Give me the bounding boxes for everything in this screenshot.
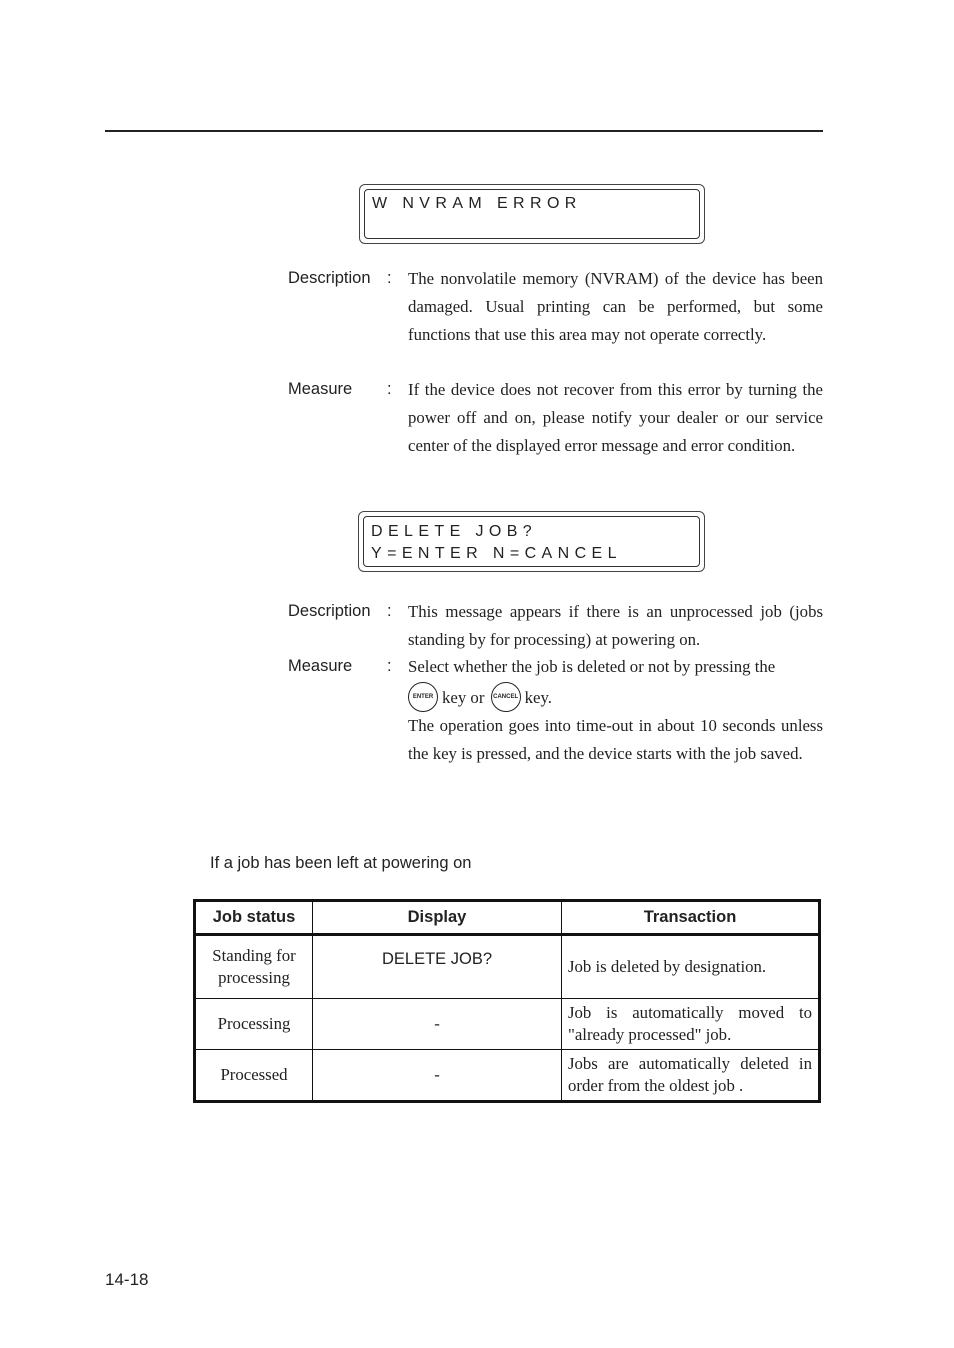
description-text: The nonvolatile memory (NVRAM) of the device has been damaged. Usual printing can be performed, but some functions that use this area may not operate correctly. — [408, 269, 823, 344]
job-status-cell: Processing — [195, 999, 313, 1050]
display-cell: DELETE JOB? — [313, 935, 562, 999]
lcd-line-2: Y=ENTER N=CANCEL — [371, 545, 622, 562]
measure-label: Measure — [288, 380, 353, 398]
job-status-cell: Standing for processing — [195, 935, 313, 999]
display-cell: - — [313, 1050, 562, 1102]
job-status-table — [193, 899, 821, 1103]
transaction-cell: Jobs are automatically deleted in order from the oldest job . — [562, 1050, 820, 1102]
enter-key-icon: ENTER — [408, 682, 438, 712]
key-or-text: key or — [442, 687, 485, 707]
display-cell: - — [313, 999, 562, 1050]
column-header-job-status: Job status — [195, 901, 313, 935]
measure-key-line — [408, 684, 823, 712]
description-colon: : — [387, 269, 392, 287]
lcd-display-nvram-error — [359, 184, 705, 244]
table-caption: If a job has been left at powering on — [210, 854, 472, 872]
measure-colon: : — [387, 657, 392, 675]
key-end-text: key. — [524, 687, 552, 707]
description-label: Description — [288, 269, 371, 287]
lcd-line-1: DELETE JOB? — [371, 523, 538, 540]
description-text: This message appears if there is an unprocessed job (jobs standing by for processing) at powering on. — [408, 602, 823, 649]
description-colon: : — [387, 602, 392, 620]
measure-text-line: The operation goes into time-out in about 10 seconds unless the key is pressed, and the device starts with the job saved. — [408, 715, 823, 763]
transaction-cell: Job is deleted by designation. — [562, 935, 820, 999]
lcd-line-1: W NVRAM ERROR — [372, 195, 582, 212]
measure-label: Measure — [288, 657, 353, 675]
measure-text: If the device does not recover from this error by turning the power off and on, please notify your dealer or our service center of the displayed error message and error condition. — [408, 380, 823, 455]
lcd-display-delete-job — [358, 511, 705, 572]
cancel-key-icon: CANCEL — [491, 682, 521, 712]
column-header-display: Display — [313, 901, 562, 935]
measure-colon: : — [387, 380, 392, 398]
measure-text-line: Select whether the job is deleted or not by pressing the — [408, 657, 776, 676]
page-number: 14-18 — [105, 1270, 149, 1289]
measure-text — [408, 653, 823, 768]
transaction-cell: Job is automatically moved to "already processed" job. — [562, 999, 820, 1050]
job-status-cell: Processed — [195, 1050, 313, 1102]
table-row — [195, 935, 820, 999]
description-label: Description — [288, 602, 371, 620]
table-header-row — [195, 901, 820, 935]
column-header-transaction: Transaction — [562, 901, 820, 935]
table-row — [195, 999, 820, 1050]
table-row — [195, 1050, 820, 1102]
header-rule — [105, 130, 823, 132]
